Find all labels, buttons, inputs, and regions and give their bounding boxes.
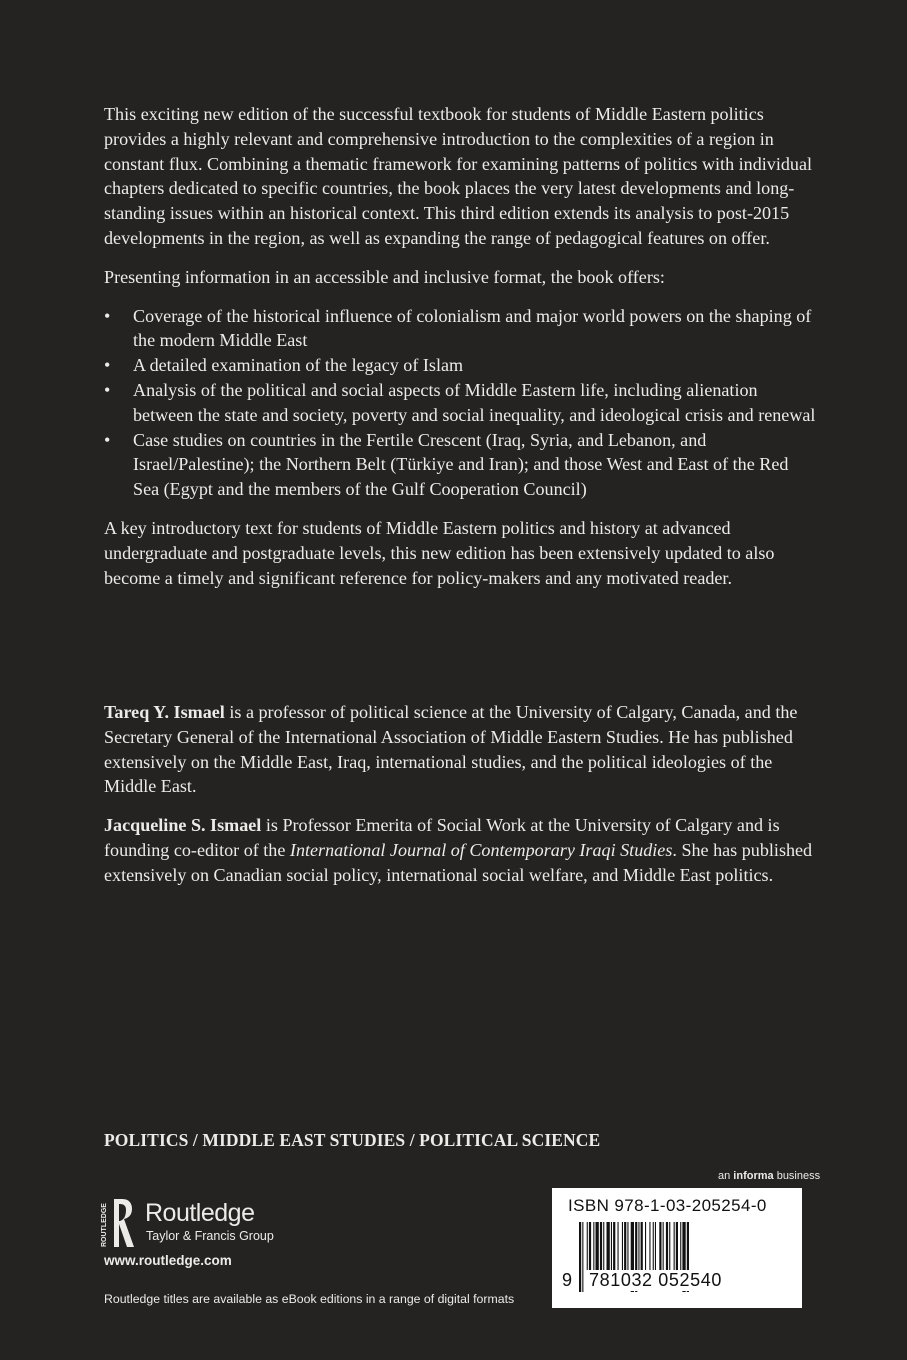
journal-title: International Journal of Contemporary Iraqi Studies bbox=[289, 839, 673, 860]
informa-brand: informa bbox=[733, 1170, 774, 1182]
barcode-digits: 781032 052540 bbox=[586, 1270, 725, 1291]
informa-suffix: business bbox=[773, 1170, 821, 1182]
routledge-logo bbox=[100, 1195, 340, 1251]
ebook-note: Routledge titles are available as eBook editions in a range of digital formats bbox=[104, 1292, 515, 1306]
routledge-r-mark-icon bbox=[100, 1195, 136, 1251]
informa-prefix: an bbox=[718, 1170, 734, 1182]
publisher-group: Taylor & Francis Group bbox=[146, 1229, 274, 1243]
routledge-side-text: ROUTLEDGE bbox=[101, 1203, 108, 1247]
author-name: Tareq Y. Ismael bbox=[104, 702, 225, 722]
author-name: Jacqueline S. Ismael bbox=[104, 815, 262, 836]
barcode-bar bbox=[582, 1222, 583, 1292]
author-bio-2 bbox=[104, 813, 816, 887]
closing-paragraph: A key introductory text for students of Middle Eastern politics and history at advanced undergraduate and postgraduate levels, this new edition has been extensively updated to also become a timely and significant reference for policy-makers and any motivated reader. bbox=[104, 517, 775, 588]
list-item: • Coverage of the historical influence of colonialism and major world powers on the shaping of the modern Middle East bbox=[104, 304, 816, 354]
isbn-barcode-box bbox=[552, 1188, 802, 1308]
list-item: • Case studies on countries in the Fertile Crescent (Iraq, Syria, and Lebanon, and Israel/Palestine); the Northern Belt (Türkiye and Iran); and those West and East of the Red Sea (Egypt and the members of the Gulf Cooperation Council) bbox=[104, 428, 816, 502]
publisher-url[interactable]: www.routledge.com bbox=[104, 1253, 232, 1268]
publisher-name: Routledge bbox=[145, 1199, 255, 1227]
back-cover-blurb bbox=[104, 102, 816, 604]
barcode-bar bbox=[579, 1222, 581, 1292]
barcode-first-digit: 9 bbox=[562, 1270, 573, 1290]
isbn-label: ISBN 978-1-03-205254-0 bbox=[568, 1196, 767, 1215]
author-bio-text: is Professor Emerita of Social Work at the University of Calgary and is founding co-editor of the bbox=[104, 815, 780, 860]
list-item: • A detailed examination of the legacy of Islam bbox=[104, 353, 816, 378]
list-item: • Analysis of the political and social aspects of Middle Eastern life, including alienation between the state and society, poverty and social inequality, and ideological crisis and renewal bbox=[104, 378, 816, 428]
lead-in-paragraph: Presenting information in an accessible and inclusive format, the book offers: bbox=[104, 266, 665, 287]
author-bios bbox=[104, 700, 816, 902]
author-bio-text: is a professor of political science at the University of Calgary, Canada, and the Secretary General of the International Association of Middle Eastern Studies. He has published extensively on the Middle East, Iraq, international studies, and the political ideologies of the Middle East. bbox=[104, 702, 798, 797]
intro-paragraph: This exciting new edition of the successful textbook for students of Middle Eastern politics provides a highly relevant and comprehensive introduction to the complexities of a region in constant flux. Combining a thematic framework for examining patterns of politics with individual chapters dedicated to specific countries, the book places the very latest developments and long-standing issues within an historical context. This third edition extends its analysis to post-2015 developments in the region, as well as expanding the range of pedagogical features on offer. bbox=[104, 104, 813, 248]
feature-list bbox=[104, 304, 816, 502]
subject-categories: POLITICS / MIDDLE EAST STUDIES / POLITICAL SCIENCE bbox=[104, 1130, 601, 1150]
informa-business-tag bbox=[718, 1170, 820, 1182]
author-bio-1 bbox=[104, 700, 816, 799]
author-bio-text: . She has published extensively on Canadian social policy, international social welfare, and Middle East politics. bbox=[104, 839, 813, 885]
